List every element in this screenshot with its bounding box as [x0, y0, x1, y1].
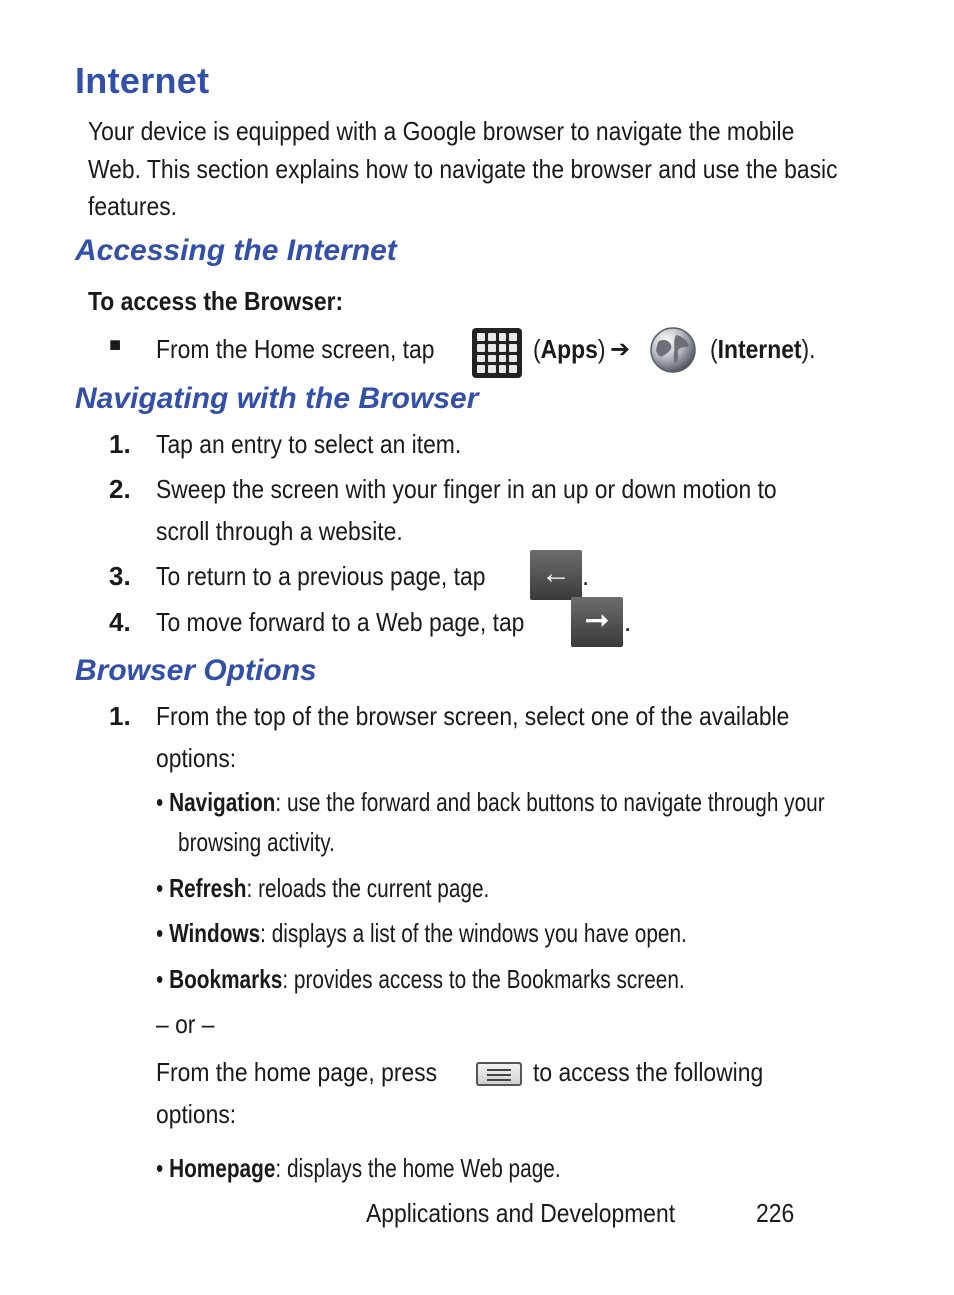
step-number: 1.	[109, 701, 131, 731]
page-title: Internet	[75, 60, 210, 101]
nav-step-4: To move forward to a Web page, tap	[156, 607, 525, 637]
heading-accessing-internet: Accessing the Internet	[75, 234, 397, 267]
option-navigation: • Navigation: use the forward and back buttons to navigate through your	[156, 787, 825, 817]
step-number: 1.	[109, 429, 131, 459]
period: .	[624, 607, 632, 637]
or-separator: – or –	[156, 1009, 215, 1039]
option-desc: : reloads the current page.	[246, 873, 490, 903]
paren-open: (	[710, 334, 718, 364]
home-page-prefix: From the home page, press	[156, 1057, 438, 1087]
heading-navigating-browser: Navigating with the Browser	[75, 382, 479, 415]
arrow-icon: ➔	[610, 336, 631, 363]
home-page-suffix: to access the following	[533, 1057, 764, 1087]
apps-grid-icon	[472, 328, 522, 378]
step-number: 3.	[109, 561, 131, 591]
option-term: Bookmarks	[169, 964, 283, 994]
access-step-text: From the Home screen, tap	[156, 334, 435, 364]
nav-step-2-line1: Sweep the screen with your finger in an up or down motion to	[156, 474, 777, 504]
forward-arrow-icon: ➞	[571, 597, 623, 647]
option-desc: : displays a list of the windows you have open.	[260, 918, 687, 948]
option-term: Navigation	[169, 787, 276, 817]
paren-close: ).	[801, 334, 816, 364]
options-step-line1: From the top of the browser screen, select one of the available	[156, 701, 790, 731]
paren-open: (	[533, 334, 541, 364]
step-number: 4.	[109, 607, 131, 637]
back-arrow-icon: ←	[530, 550, 582, 600]
footer-section: Applications and Development	[366, 1198, 676, 1228]
nav-step-1: Tap an entry to select an item.	[156, 429, 462, 459]
option-term: Windows	[169, 918, 261, 948]
options-step-line2: options:	[156, 743, 237, 773]
option-windows: • Windows: displays a list of the windows you have open.	[156, 918, 687, 948]
option-desc: : provides access to the Bookmarks screen.	[282, 964, 685, 994]
page-number: 226	[756, 1198, 795, 1228]
nav-step-2-line2: scroll through a website.	[156, 516, 403, 546]
option-term: Refresh	[169, 873, 247, 903]
square-bullet: ■	[109, 334, 122, 356]
menu-key-icon	[476, 1062, 522, 1086]
heading-browser-options: Browser Options	[75, 654, 317, 687]
apps-label: Apps	[540, 334, 598, 364]
globe-icon	[649, 326, 697, 374]
option-desc: : use the forward and back buttons to navigate through your	[275, 787, 825, 817]
subheading-access-browser: To access the Browser:	[88, 286, 344, 316]
internet-label: Internet	[717, 334, 802, 364]
option-navigation-line2: browsing activity.	[178, 827, 335, 857]
option-homepage: • Homepage: displays the home Web page.	[156, 1153, 561, 1183]
intro-paragraph: Your device is equipped with a Google browser to navigate the mobile Web. This section explains how to navigate the browser and use the basic features.	[88, 116, 838, 221]
option-refresh: • Refresh: reloads the current page.	[156, 873, 490, 903]
option-desc: : displays the home Web page.	[275, 1153, 561, 1183]
step-number: 2.	[109, 474, 131, 504]
option-term: Homepage	[169, 1153, 276, 1183]
paren-close: )	[597, 334, 606, 364]
option-bookmarks: • Bookmarks: provides access to the Bookmarks screen.	[156, 964, 685, 994]
period: .	[582, 561, 590, 591]
internet-label-group	[710, 331, 816, 368]
nav-step-3: To return to a previous page, tap	[156, 561, 486, 591]
home-page-line2: options:	[156, 1099, 237, 1129]
apps-label-group	[533, 331, 605, 368]
